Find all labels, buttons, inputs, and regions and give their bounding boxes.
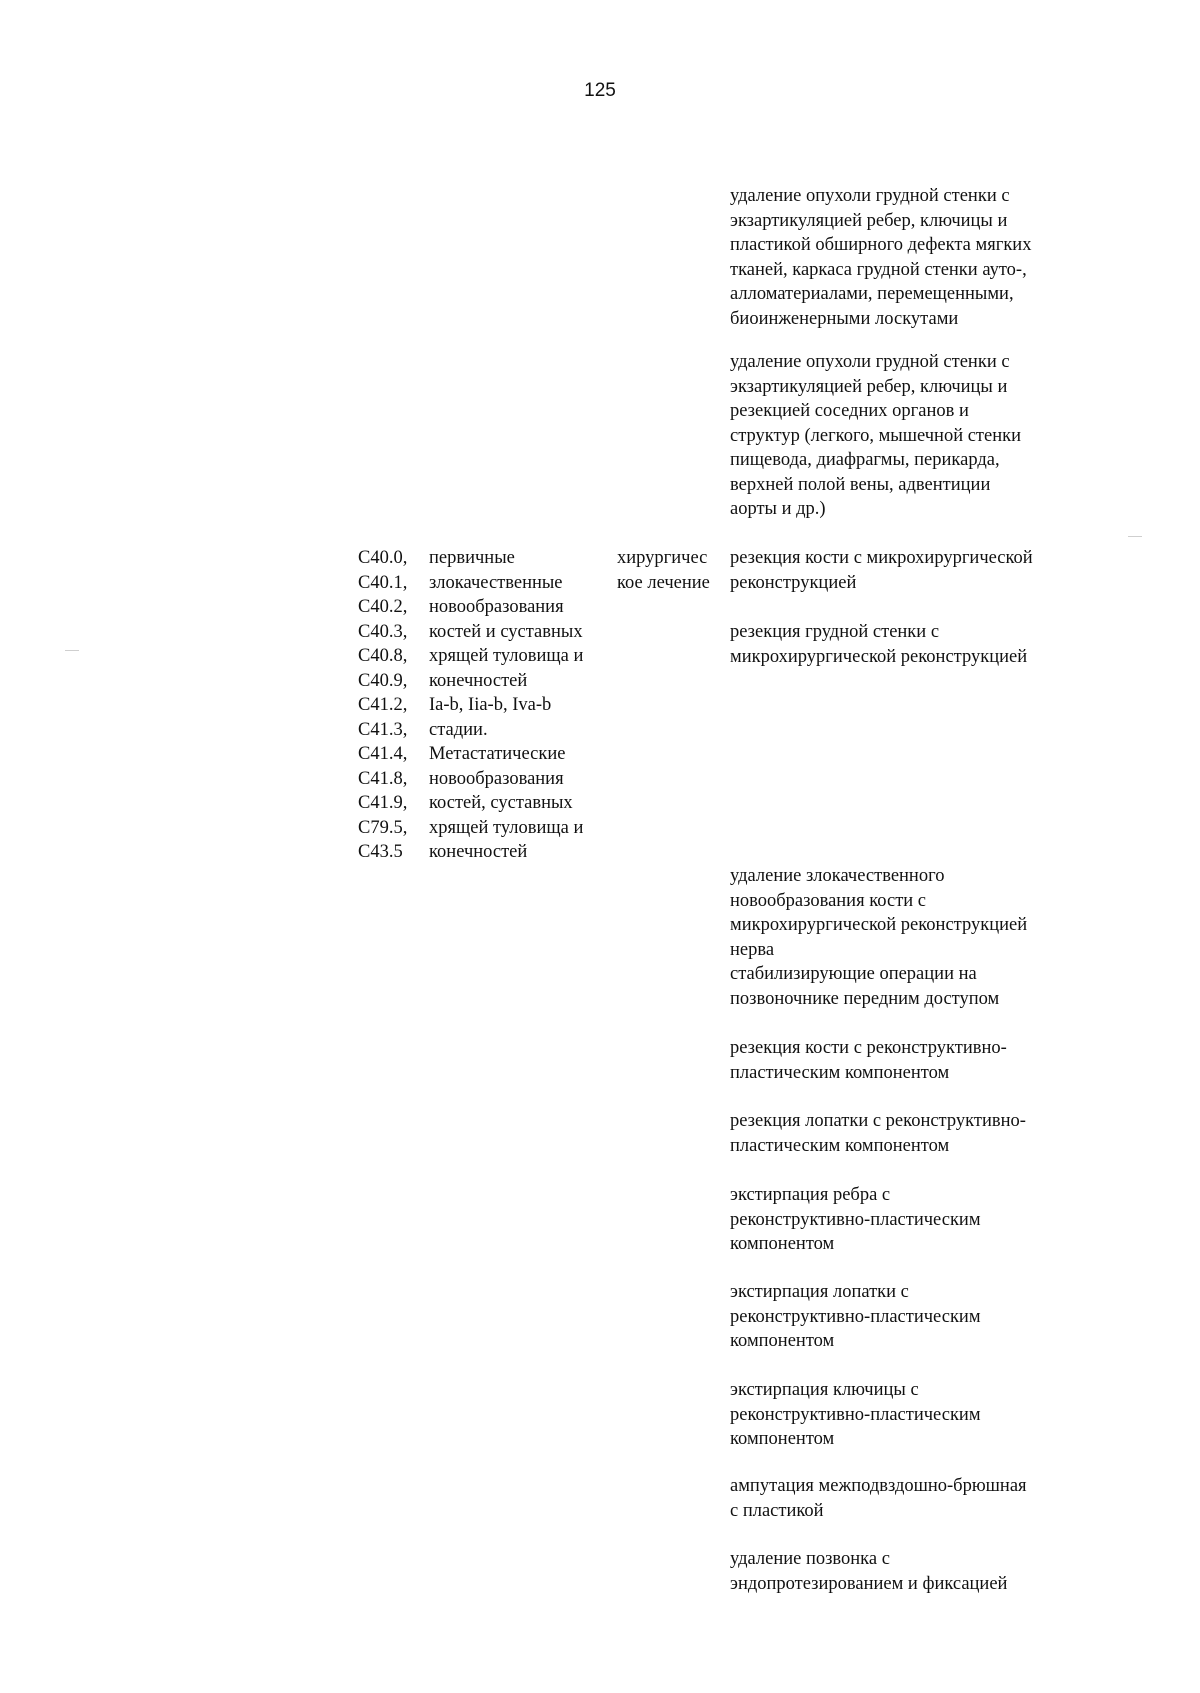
- text-line: новообразования кости с: [730, 890, 927, 911]
- icd-code: C41.8,: [358, 768, 408, 789]
- treatment-type-column: [617, 546, 727, 595]
- icd-code: C40.2,: [358, 597, 408, 617]
- diagnosis-line: конечностей: [429, 842, 528, 862]
- text-line: резекция кости с микрохирургической: [730, 548, 1033, 568]
- scan-artifact: [65, 650, 79, 651]
- scan-artifact: [1128, 536, 1142, 537]
- text-line: верхней полой вены, адвентиции: [730, 474, 991, 495]
- diagnosis-line: первичные: [429, 548, 515, 568]
- text-line: экстирпация ребра с: [730, 1185, 891, 1205]
- text-line: компонентом: [730, 1331, 835, 1351]
- text-line: удаление опухоли грудной стенки с: [730, 352, 1010, 372]
- text-line: экстирпация лопатки с: [730, 1282, 909, 1302]
- text-line: компонентом: [730, 1234, 835, 1254]
- method-block: [730, 1547, 1080, 1596]
- method-block: [730, 1474, 1080, 1523]
- text-line: реконструкцией: [730, 572, 857, 593]
- text-line: тканей, каркаса грудной стенки ауто-,: [730, 259, 1027, 280]
- text-line: экстирпация ключицы с: [730, 1380, 919, 1400]
- diagnosis-line: Метастатические: [429, 744, 566, 764]
- text-line: экзартикуляцией ребер, ключицы и: [730, 210, 1008, 231]
- diagnosis-line: злокачественные: [429, 572, 563, 593]
- method-block: [730, 1280, 1080, 1354]
- icd-code: C41.9,: [358, 793, 408, 813]
- text-line: микрохирургической реконструкцией: [730, 646, 1028, 667]
- text-line: позвоночнике передним доступом: [730, 988, 1000, 1009]
- method-block: [730, 1036, 1080, 1085]
- diagnosis-line: костей, суставных: [429, 793, 573, 813]
- text-line: ампутация межподвздошно-брюшная: [730, 1476, 1027, 1496]
- text-line: пищевода, диафрагмы, перикарда,: [730, 450, 1000, 470]
- method-block: [730, 1109, 1080, 1158]
- diagnosis-line: стадии.: [429, 719, 488, 740]
- text-line: удаление злокачественного: [730, 866, 945, 886]
- method-block: [730, 864, 1080, 1011]
- diagnosis-line: новообразования: [429, 597, 564, 617]
- text-line: структур (легкого, мышечной стенки: [730, 425, 1022, 446]
- treatment-line: хирургичес: [617, 548, 708, 568]
- text-line: микрохирургической реконструкцией: [730, 915, 1028, 935]
- text-line: алломатериалами, перемещенными,: [730, 284, 1014, 304]
- icd-code: C40.8,: [358, 646, 408, 666]
- text-line: биоинженерными лоскутами: [730, 308, 959, 329]
- icd-code: C40.0,: [358, 548, 408, 568]
- text-line: пластическим компонентом: [730, 1135, 950, 1156]
- text-line: стабилизирующие операции на: [730, 964, 977, 984]
- method-block: [730, 1378, 1080, 1452]
- method-block: [730, 1183, 1080, 1257]
- icd-code: C40.1,: [358, 572, 408, 593]
- text-line: реконструктивно-пластическим: [730, 1404, 981, 1425]
- diagnosis-line: новообразования: [429, 768, 564, 789]
- diagnosis-line: костей и суставных: [429, 621, 583, 642]
- icd-code: C40.9,: [358, 670, 408, 691]
- text-line: резекция кости с реконструктивно-: [730, 1038, 1007, 1058]
- text-line: компонентом: [730, 1429, 835, 1449]
- diagnosis-column: [429, 546, 609, 865]
- method-block: [730, 620, 1080, 669]
- text-line: нерва: [730, 939, 775, 960]
- icd-code: C41.2,: [358, 695, 408, 715]
- text-line: экзартикуляцией ребер, ключицы и: [730, 376, 1008, 397]
- text-line: удаление позвонка с: [730, 1549, 890, 1569]
- text-line: пластикой обширного дефекта мягких: [730, 235, 1032, 255]
- icd-code: C41.3,: [358, 719, 408, 740]
- text-line: удаление опухоли грудной стенки с: [730, 186, 1010, 206]
- method-block: [730, 184, 1080, 331]
- text-line: реконструктивно-пластическим: [730, 1209, 981, 1230]
- icd-code: C40.3,: [358, 621, 408, 642]
- icd-code: C41.4,: [358, 744, 408, 764]
- icd-codes-column: [358, 546, 428, 865]
- diagnosis-line: хрящей туловища и: [429, 646, 584, 666]
- diagnosis-line: Ia-b, Iia-b, Iva-b: [429, 695, 552, 715]
- text-line: с пластикой: [730, 1500, 824, 1521]
- method-block: [730, 350, 1080, 522]
- text-line: резекция грудной стенки с: [730, 622, 940, 642]
- text-line: эндопротезированием и фиксацией: [730, 1573, 1008, 1594]
- text-line: пластическим компонентом: [730, 1062, 950, 1083]
- text-line: резекцией соседних органов и: [730, 401, 969, 421]
- method-block: [730, 546, 1080, 595]
- page-number: 125: [584, 80, 616, 101]
- text-line: реконструктивно-пластическим: [730, 1306, 981, 1327]
- icd-code: C79.5,: [358, 817, 408, 838]
- treatment-line: кое лечение: [617, 572, 710, 593]
- diagnosis-line: конечностей: [429, 670, 528, 691]
- text-line: аорты и др.): [730, 499, 826, 519]
- text-line: резекция лопатки с реконструктивно-: [730, 1111, 1026, 1131]
- diagnosis-line: хрящей туловища и: [429, 817, 584, 838]
- icd-code: C43.5: [358, 842, 403, 862]
